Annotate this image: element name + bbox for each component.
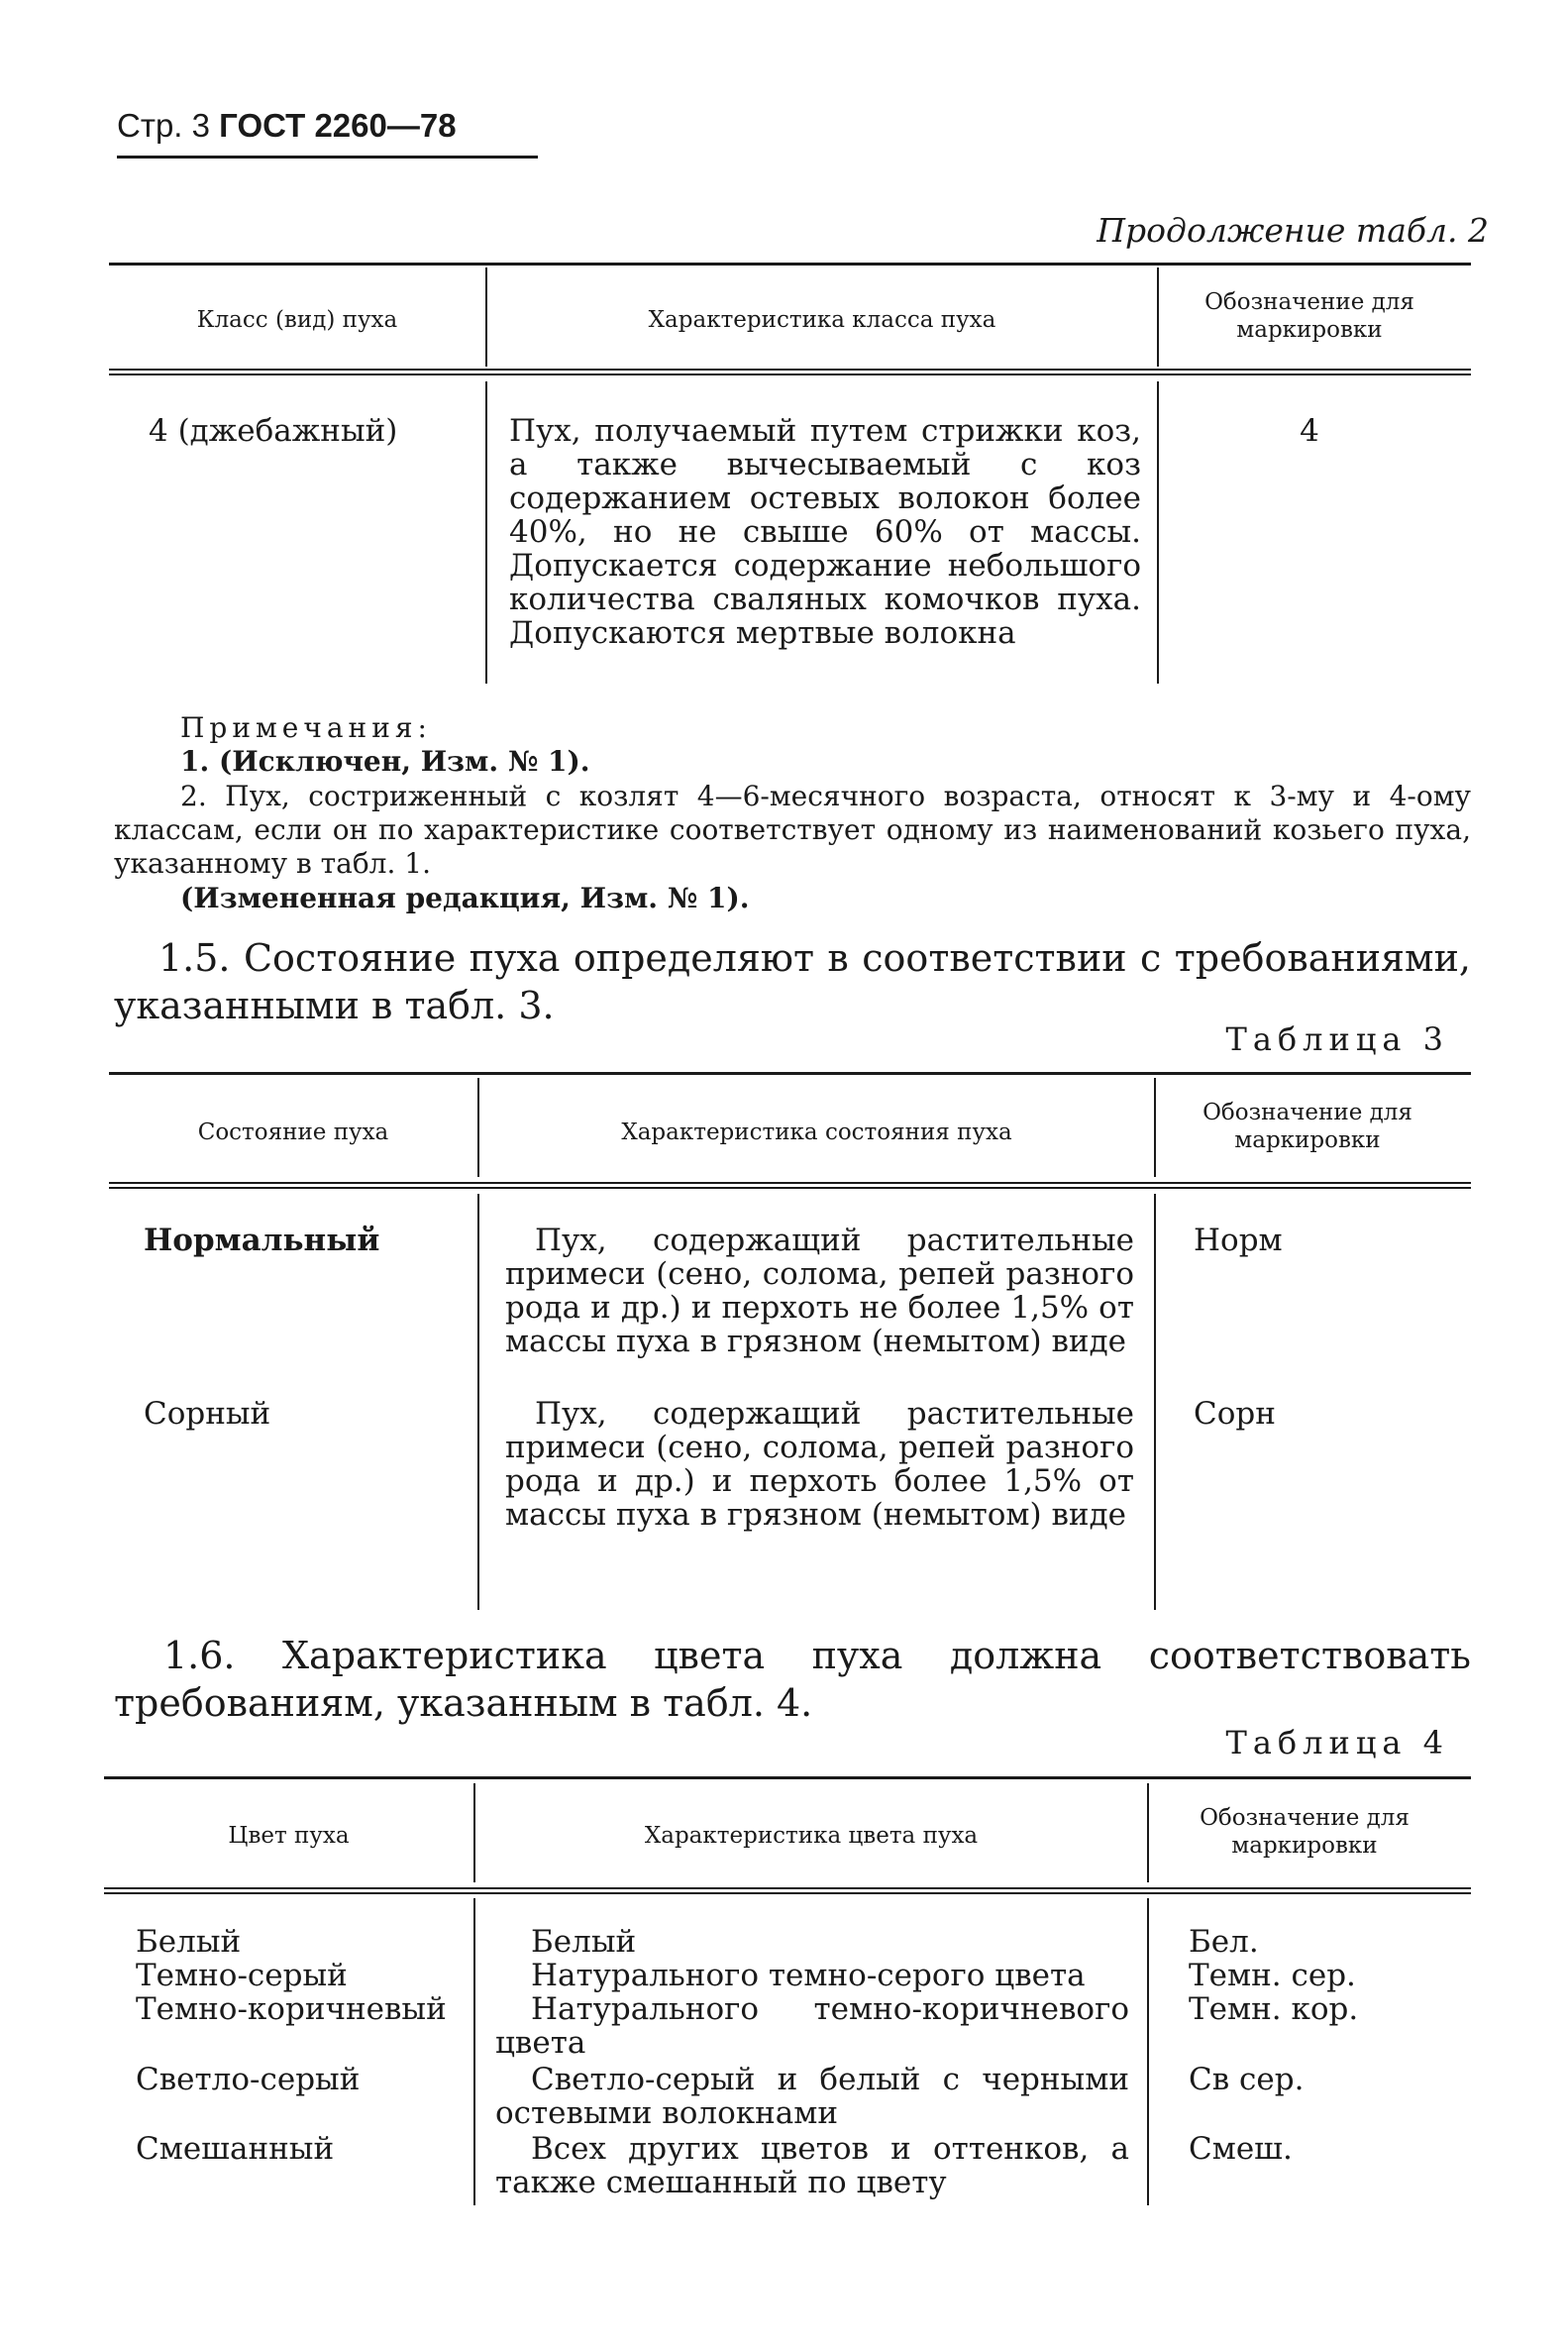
table-top-rule bbox=[109, 263, 1471, 266]
table-cell-mark: Сорн bbox=[1194, 1396, 1276, 1432]
notes-title: Примечания: bbox=[180, 711, 432, 744]
header-double-rule bbox=[109, 1182, 1471, 1189]
table-3-label: Таблица 3 bbox=[1225, 1020, 1449, 1058]
page-number: Стр. 3 bbox=[117, 107, 210, 144]
table-cell-description: Белый bbox=[531, 1924, 637, 1960]
column-divider bbox=[1147, 1783, 1149, 1882]
table-cell-description: Натурального темно-коричневого цвета bbox=[495, 1991, 1129, 2061]
table-cell-state: Сорный bbox=[144, 1396, 271, 1432]
column-header: Класс (вид) пуха bbox=[196, 307, 398, 333]
column-header: Характеристика класса пуха bbox=[648, 307, 996, 333]
column-divider bbox=[1157, 267, 1159, 367]
table-cell-mark: Св сер. bbox=[1189, 2062, 1305, 2097]
table-4-label: Таблица 4 bbox=[1225, 1724, 1449, 1761]
paragraph-1-5: 1.5. Состояние пуха определяют в соответствии с требованиями, указанными в табл. 3. bbox=[114, 936, 1471, 1027]
table-cell-description: Пух, содержащий растительные примеси (сено, солома, репей разного рода и др.) и перхоть более 1,5% от массы пуха в грязном (немытом) виде bbox=[505, 1396, 1134, 1533]
table-cell-color: Светло-серый bbox=[136, 2062, 361, 2097]
column-header: Характеристика состояния пуха bbox=[621, 1120, 1012, 1145]
page-header bbox=[117, 107, 457, 145]
table-cell-color: Белый bbox=[136, 1924, 242, 1960]
table-cell-mark: 4 bbox=[1300, 413, 1319, 449]
column-divider bbox=[485, 381, 487, 684]
table-cell-state: Нормальный bbox=[144, 1223, 380, 1258]
table-cell-description: Пух, получаемый путем стрижки коз, а также вычесываемый с коз содержанием остевых волокон более 40%, но не свыше 60% от массы. Допускается содержание небольшого количества сваляных комочков пуха. Допускаются мертвые волокна bbox=[509, 413, 1141, 651]
column-header: Обозначение для маркировки bbox=[1204, 289, 1414, 343]
table-cell-mark: Темн. кор. bbox=[1189, 1991, 1359, 2027]
document-code: ГОСТ 2260—78 bbox=[219, 107, 457, 144]
paragraph-1-6: 1.6. Характеристика цвета пуха должна соответствовать требованиям, указанным в табл. 4. bbox=[114, 1634, 1471, 1725]
table-cell-color: Темно-коричневый bbox=[136, 1991, 447, 2027]
header-double-rule bbox=[104, 1887, 1471, 1894]
table-cell-color: Смешанный bbox=[136, 2131, 335, 2167]
column-header: Цвет пуха bbox=[228, 1823, 350, 1849]
column-header: Обозначение для маркировки bbox=[1202, 1100, 1412, 1153]
note-3: (Измененная редакция, Изм. № 1). bbox=[180, 882, 750, 914]
column-divider bbox=[1157, 381, 1159, 684]
table-continuation-label: Продолжение табл. 2 bbox=[1097, 211, 1489, 250]
table-cell-mark: Темн. сер. bbox=[1189, 1958, 1356, 1993]
column-divider bbox=[1154, 1078, 1156, 1177]
table-cell-mark: Бел. bbox=[1189, 1924, 1259, 1960]
table-cell-color: Темно-серый bbox=[136, 1958, 348, 1993]
column-divider bbox=[1154, 1194, 1156, 1610]
note-1: 1. (Исключен, Изм. № 1). bbox=[180, 745, 590, 778]
table-cell-description: Светло-серый и белый с черными остевыми волокнами bbox=[495, 2062, 1129, 2131]
table-top-rule bbox=[104, 1776, 1471, 1779]
column-divider bbox=[477, 1194, 479, 1610]
header-double-rule bbox=[109, 369, 1471, 375]
table-cell-mark: Норм bbox=[1194, 1223, 1283, 1258]
column-header: Состояние пуха bbox=[197, 1120, 389, 1145]
table-cell-class: 4 (джебажный) bbox=[149, 413, 398, 449]
table-cell-description: Натурального темно-серого цвета bbox=[531, 1958, 1086, 1993]
table-cell-description: Всех других цветов и оттенков, а также смешанный по цвету bbox=[495, 2131, 1129, 2200]
column-divider bbox=[1147, 1898, 1149, 2205]
column-divider bbox=[473, 1898, 475, 2205]
table-cell-mark: Смеш. bbox=[1189, 2131, 1293, 2167]
table-top-rule bbox=[109, 1072, 1471, 1075]
header-underline bbox=[117, 156, 538, 159]
note-2: 2. Пух, состриженный с козлят 4—6-месячного возраста, относят к 3-му и 4-ому классам, если он по характеристике соответствует одному из наименований козьего пуха, указанному в табл. 1. bbox=[114, 780, 1471, 880]
column-header: Обозначение для маркировки bbox=[1200, 1805, 1410, 1859]
column-header: Характеристика цвета пуха bbox=[644, 1823, 979, 1849]
table-cell-description: Пух, содержащий растительные примеси (сено, солома, репей разного рода и др.) и перхоть не более 1,5% от массы пуха в грязном (немытом) виде bbox=[505, 1223, 1134, 1359]
